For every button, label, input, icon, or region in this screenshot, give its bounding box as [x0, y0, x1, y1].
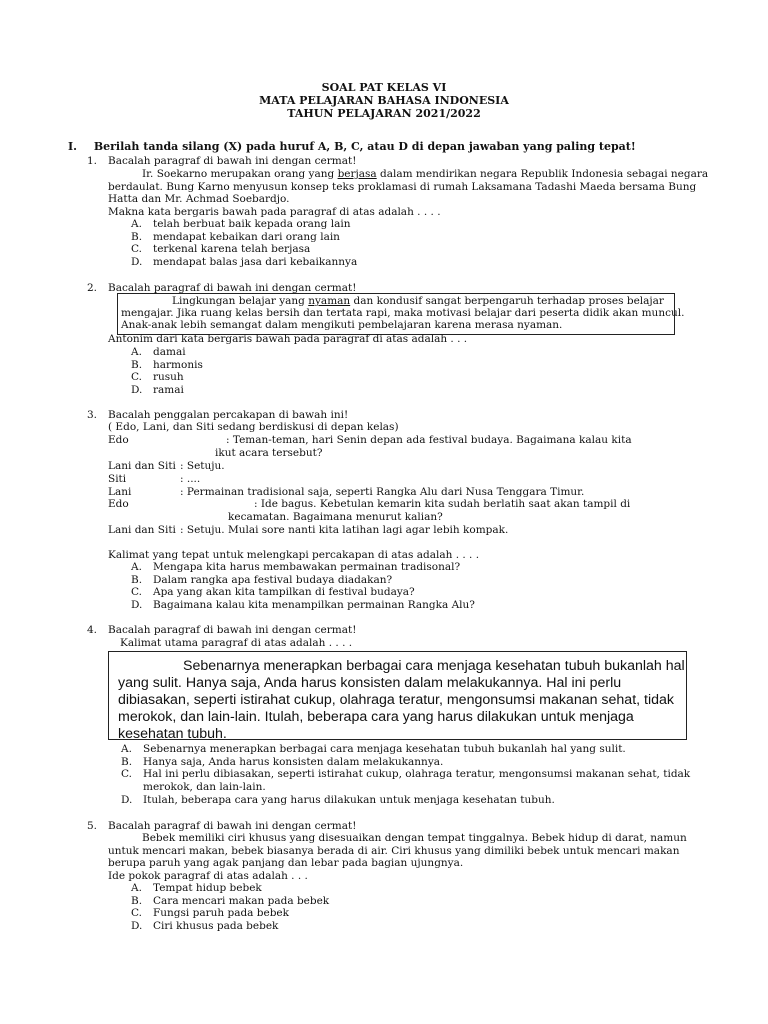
section-instruction	[68, 141, 636, 154]
box-line: dibiasakan, seperti istirahat cukup, olahraga teratur, mengonsumsi makanan sehat, tidak	[118, 692, 674, 708]
dialog-speaker: Edo	[108, 498, 129, 510]
dialog-text: : Ide bagus. Kebetulan kemarin kita sudah berlatih saat akan tampil di	[254, 498, 631, 510]
dialog-text: : Teman-teman, hari Senin depan ada festival budaya. Bagaimana kalau kita	[226, 434, 632, 446]
paragraph-line: untuk mencari makan, bebek biasanya berada di air. Ciri khusus yang dimiliki bebek untuk mencari makan	[108, 845, 680, 857]
option-text: mendapat balas jasa dari kebaikannya	[153, 256, 358, 268]
paragraph-text: Lingkungan belajar yang	[172, 295, 309, 307]
option-text: rusuh	[153, 371, 184, 383]
paragraph-text: Ir. Soekarno merupakan orang yang	[142, 168, 338, 180]
question-text: Ide pokok paragraf di atas adalah . . .	[108, 870, 308, 882]
option-letter: C.	[131, 586, 142, 598]
paragraph-line: Anak-anak lebih semangat dalam mengikuti pembelajaran karena merasa nyaman.	[121, 319, 563, 331]
dialog-speaker: Edo	[108, 434, 129, 446]
paragraph-line	[172, 295, 664, 308]
option-text: Hal ini perlu dibiasakan, seperti istirahat cukup, olahraga teratur, mengonsumsi makanan sehat, tidak	[143, 768, 691, 780]
question-text: Kalimat utama paragraf di atas adalah . . . .	[120, 637, 353, 649]
question-number: 2.	[87, 282, 98, 294]
title-line-1: SOAL PAT KELAS VI	[321, 81, 447, 94]
option-letter: D.	[131, 599, 143, 611]
option-letter: B.	[131, 231, 143, 243]
dialog-speaker: Siti	[108, 473, 127, 485]
box-line: kesehatan tubuh.	[118, 726, 227, 742]
paragraph-line: Hatta dan Mr. Achmad Soebardjo.	[108, 193, 290, 205]
question-number: 4.	[87, 624, 98, 636]
dialog-text: kecamatan. Bagaimana menurut kalian?	[228, 511, 443, 523]
dialog-speaker: Lani dan Siti	[108, 524, 176, 536]
underlined-word: nyaman	[308, 295, 351, 307]
option-letter: C.	[121, 768, 132, 780]
box-line: yang sulit. Hanya saja, Anda harus konsisten dalam melakukannya. Hal ini perlu	[118, 675, 622, 691]
dialog-speaker: Lani dan Siti	[108, 460, 176, 472]
option-letter: D.	[131, 256, 143, 268]
option-text: merokok, dan lain-lain.	[143, 781, 266, 793]
option-letter: D.	[121, 794, 133, 806]
section-number: I.	[68, 140, 77, 153]
paragraph-line: berupa paruh yang agak panjang dan lebar pada bagian ujungnya.	[108, 857, 464, 869]
question-lead: Bacalah paragraf di bawah ini dengan cermat!	[108, 624, 357, 636]
option-letter: B.	[121, 756, 133, 768]
option-letter: C.	[131, 243, 142, 255]
section-instruction-text: Berilah tanda silang (X) pada huruf A, B, C, atau D di depan jawaban yang paling tepat!	[93, 140, 636, 153]
option-text: Sebenarnya menerapkan berbagai cara menjaga kesehatan tubuh bukanlah hal yang sulit.	[143, 743, 626, 755]
dialog-context: ( Edo, Lani, dan Siti sedang berdiskusi di depan kelas)	[108, 421, 399, 433]
option-text: Ciri khusus pada bebek	[153, 920, 279, 932]
option-letter: A.	[131, 346, 142, 358]
paragraph-line: berdaulat. Bung Karno menyusun konsep teks proklamasi di rumah Laksamana Tadashi Maeda bersama Bung	[108, 181, 697, 193]
title-line-2: MATA PELAJARAN BAHASA INDONESIA	[259, 94, 509, 107]
question-lead: Bacalah penggalan percakapan di bawah ini!	[108, 409, 349, 421]
option-text: Itulah, beberapa cara yang harus dilakukan untuk menjaga kesehatan tubuh.	[143, 794, 555, 806]
question-text: Makna kata bergaris bawah pada paragraf di atas adalah . . . .	[108, 206, 441, 218]
paragraph-text: dan kondusif sangat berpengaruh terhadap proses belajar	[350, 295, 664, 307]
option-text: harmonis	[153, 359, 203, 371]
option-letter: B.	[131, 895, 143, 907]
dialog-text: : Permainan tradisional saja, seperti Rangka Alu dari Nusa Tenggara Timur.	[180, 486, 585, 498]
paragraph-line: Bebek memiliki ciri khusus yang disesuaikan dengan tempat tinggalnya. Bebek hidup di darat, namun	[142, 832, 687, 844]
option-text: Cara mencari makan pada bebek	[153, 895, 330, 907]
option-text: Dalam rangka apa festival budaya diadakan?	[153, 574, 393, 586]
question-text: Antonim dari kata bergaris bawah pada paragraf di atas adalah . . .	[108, 333, 468, 345]
dialog-text: : Setuju.	[180, 460, 225, 472]
option-text: telah berbuat baik kepada orang lain	[153, 218, 351, 230]
option-letter: A.	[131, 561, 142, 573]
option-text: Tempat hidup bebek	[153, 882, 262, 894]
paragraph-line: mengajar. Jika ruang kelas bersih dan tertata rapi, maka motivasi belajar dari peserta didik akan muncul.	[121, 307, 685, 319]
option-text: Mengapa kita harus membawakan permainan tradisonal?	[153, 561, 461, 573]
option-text: Fungsi paruh pada bebek	[153, 907, 290, 919]
option-text: Hanya saja, Anda harus konsisten dalam melakukannya.	[143, 756, 444, 768]
option-letter: C.	[131, 907, 142, 919]
option-text: damai	[153, 346, 186, 358]
option-letter: D.	[131, 920, 143, 932]
option-text: Apa yang akan kita tampilkan di festival budaya?	[153, 586, 415, 598]
paragraph-line	[142, 168, 708, 181]
option-text: ramai	[153, 384, 184, 396]
question-text: Kalimat yang tepat untuk melengkapi percakapan di atas adalah . . . .	[108, 549, 480, 561]
option-letter: B.	[131, 359, 143, 371]
question-lead: Bacalah paragraf di bawah ini dengan cermat!	[108, 820, 357, 832]
question-number: 1.	[87, 155, 98, 167]
option-text: terkenal karena telah berjasa	[153, 243, 311, 255]
paragraph-text: dalam mendirikan negara Republik Indonesia sebagai negara	[376, 168, 709, 180]
dialog-text: ikut acara tersebut?	[215, 447, 323, 459]
option-letter: A.	[121, 743, 132, 755]
option-text: Bagaimana kalau kita menampilkan permainan Rangka Alu?	[153, 599, 475, 611]
option-letter: A.	[131, 882, 142, 894]
option-letter: A.	[131, 218, 142, 230]
option-letter: D.	[131, 384, 143, 396]
box-line: Sebenarnya menerapkan berbagai cara menjaga kesehatan tubuh bukanlah hal	[183, 658, 685, 674]
option-letter: C.	[131, 371, 142, 383]
title-line-3: TAHUN PELAJARAN 2021/2022	[287, 107, 481, 120]
option-letter: B.	[131, 574, 143, 586]
underlined-word: berjasa	[337, 168, 377, 180]
dialog-text: : ....	[180, 473, 201, 485]
box-line: merokok, dan lain-lain. Itulah, beberapa cara yang harus dilakukan untuk menjaga	[118, 709, 634, 725]
question-lead: Bacalah paragraf di bawah ini dengan cermat!	[108, 282, 357, 294]
question-lead: Bacalah paragraf di bawah ini dengan cermat!	[108, 155, 357, 167]
question-number: 5.	[87, 820, 98, 832]
option-text: mendapat kebaikan dari orang lain	[153, 231, 340, 243]
dialog-text: : Setuju. Mulai sore nanti kita latihan lagi agar lebih kompak.	[180, 524, 509, 536]
question-number: 3.	[87, 409, 98, 421]
dialog-speaker: Lani	[108, 486, 132, 498]
